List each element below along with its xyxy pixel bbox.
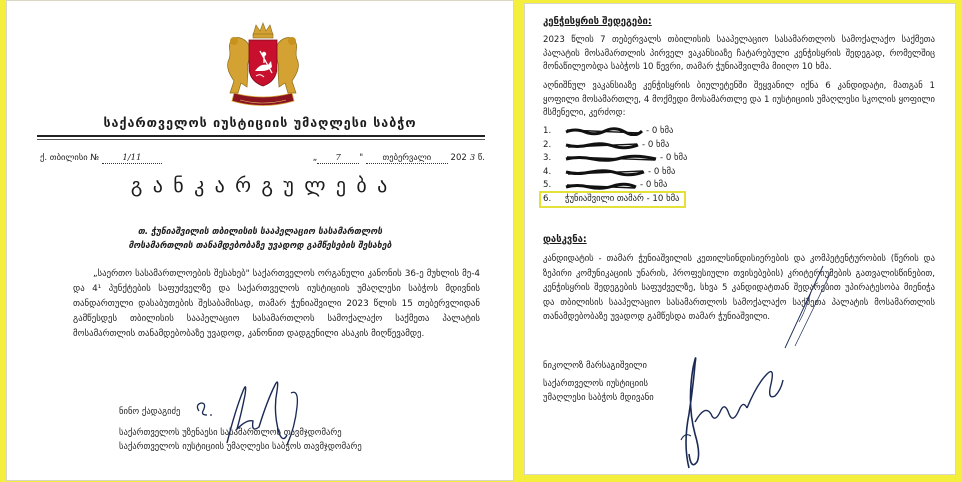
list-item-number: 2. [543, 139, 552, 150]
decree-body: „საერთო სასამართლოების შესახებ" საქართველოს ორგანული კანონის 36-ე მუხლის მე-4 და 4¹ პუნქტების საფუძველზე და საქართველოს იუსტიციის უმაღლესი საბჭოს მდივნის თანდართული დასაბუთების შესაბამისად, თამარ ჭუნიაშვილი 2023 წლის 15 თებერვლიდან გამწესდეს თბილისის სააპელაციო სასამართლოს სამოქალაქო საქმეთა პალატის მოსამართლის თანამდებობაზე უვადოდ, კანონით დადგენილი ასაკის მიღწევამდე. [73, 269, 480, 339]
secretary-title-2: უმაღლესი საბჭოს მდივანი [543, 393, 654, 403]
candidate-name: ჭუნიაშვილი თამარ [565, 193, 644, 204]
list-item-votes: - 0 ხმა [660, 153, 688, 164]
signatory-title-1: საქართველოს უზენაესი სასამართლოს თავმჯდომარე [119, 428, 342, 438]
list-item-number: 6. [543, 193, 552, 204]
list-item-votes: - 10 ხმა [646, 193, 680, 204]
list-item-votes: - 0 ხმა [640, 180, 668, 191]
redaction-scribble-icon [565, 182, 637, 191]
voting-results-page [525, 4, 955, 474]
pen-mark-icon [765, 262, 835, 352]
council-title: საქართველოს იუსტიციის უმაღლესი საბჭო [103, 115, 417, 130]
list-item-votes: - 0 ხმა [646, 126, 674, 136]
document-type-title: გ ა ნ კ ა რ გ უ ლ ე ბ ა [130, 173, 390, 197]
redaction-scribble-icon [565, 168, 645, 177]
list-item-winner [543, 193, 843, 207]
list-item-number: 4. [543, 166, 552, 177]
signatory-name: ნინო ქადაგიძე [119, 407, 181, 417]
list-item [543, 125, 843, 139]
decree-page [7, 1, 513, 480]
signature-icon [675, 344, 785, 472]
list-item-number: 3. [543, 153, 552, 164]
redaction-scribble-icon [565, 141, 639, 150]
city-number-label: ქ. თბილისი № [40, 153, 100, 163]
date-year-prefix: 202 [450, 153, 467, 163]
list-item-number: 1. [543, 126, 552, 136]
coat-of-arms-icon [220, 21, 306, 111]
highlight-box [539, 191, 686, 208]
list-item [543, 166, 843, 180]
date-year-suffix: წ. [477, 153, 485, 163]
conclusion-paragraph: კანდიდატის - თამარ ჭუნიაშვილის კეთილსინდისიერების და კომპეტენტურობის (წერის და ზეპირი კომუნიკაციის უნარის, პროფესიული თვისებების) კრიტერიუმების გათვალისწინებით, კენჭისყრის შედეგების საფუძველზე, სხვა 5 კანდიდატთან შედარებით უპირატესობა მიენიჭა და თბილისის სააპელაციო სასამართლოს სამოქალაქო საქმეთა პალატის მოსამართლის თანამდებობაზე უვადოდ გამწესდა თამარ ჭუნიაშვილი. [543, 254, 935, 322]
conclusion-heading: დასკვნა: [543, 234, 587, 245]
list-item-votes: - 0 ხმა [642, 139, 670, 150]
date-day: 7 [317, 153, 359, 164]
redaction-scribble-icon [565, 127, 643, 136]
reference-row [40, 153, 485, 167]
results-heading: კენჭისყრის შედეგები: [543, 16, 652, 27]
signatory-title-2: საქართველოს იუსტიციის უმაღლესი საბჭოს თავმჯდომარე [119, 442, 362, 452]
date-year-digit: 3 [469, 153, 476, 163]
list-item [543, 139, 843, 153]
subject-line-1: თ. ჭუნიაშვილის თბილისის სააპელაციო სასამართლოს [137, 227, 383, 237]
results-paragraph-1: 2023 წლის 7 თებერვალს თბილისის სააპელაციო სასამართლოს სამოქალაქო საქმეთა პალატის მოსამართლის პირველ ვაკანსიაზე ჩატარებული კენჭისყრის შედეგად, რომელშიც მონაწილეობდა საბჭოს 10 წევრი, თამარ ჭუნიაშვილმა მიიღო 10 ხმა. [543, 35, 935, 72]
results-paragraph-2: აღნიშნულ ვაკანსიაზე კენჭისყრის ბიულეტენში შეყვანილ იქნა 6 კანდიდატი, მათგან 1 ყოფილი მოსამართლე, 4 მოქმედი მოსამართლე და 1 იუსტიციის უმაღლესი სკოლის ყოფილი მსმენელი, კერძოდ: [543, 81, 935, 118]
document-number: 1/11 [102, 153, 162, 164]
list-item-number: 5. [543, 180, 552, 191]
date-month: თებერვალი [366, 153, 448, 164]
date-open-quote: „ [312, 153, 318, 163]
title-rule [37, 135, 485, 137]
candidate-list [543, 125, 843, 207]
document-date [313, 153, 485, 164]
date-close-quote: " [359, 153, 364, 163]
list-item-votes: - 0 ხმა [648, 166, 676, 177]
secretary-name: ნიკოლოზ მარსაგიშვილი [543, 361, 647, 371]
secretary-title-1: საქართველოს იუსტიციის [543, 379, 649, 389]
list-item [543, 152, 843, 166]
signature-icon [187, 371, 317, 451]
subject-line-2: მოსამართლის თანამდებობაზე უვადოდ გამწესების შესახებ [128, 241, 392, 251]
title-rule-thin [37, 139, 485, 140]
redaction-scribble-icon [565, 154, 657, 163]
